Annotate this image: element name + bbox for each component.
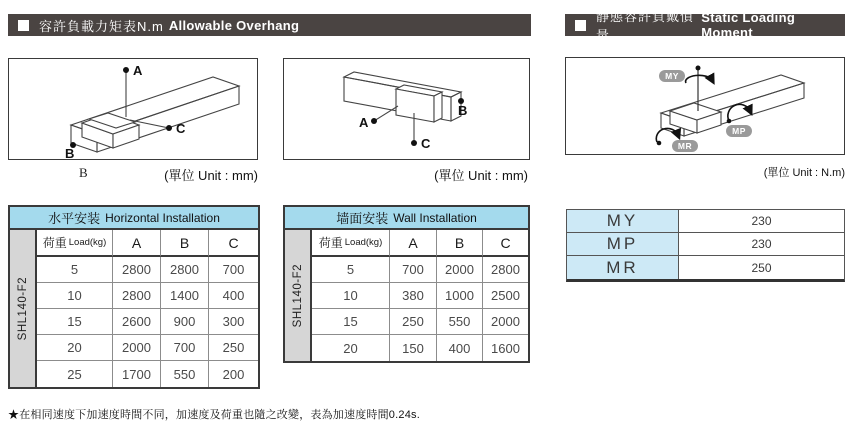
overhang-section-header: [8, 14, 531, 36]
table-row: [312, 257, 528, 283]
load-cell: 5: [312, 257, 390, 283]
b-cell: 2000: [437, 257, 483, 283]
table-row: [37, 257, 258, 283]
moment-unit-label: (單位 Unit : N.m): [763, 167, 845, 179]
model-label: SHL140-F2: [16, 276, 29, 341]
point-a-marker: [371, 118, 377, 124]
model-strip: [285, 230, 312, 361]
b-cell: 700: [161, 335, 209, 361]
c-cell: 200: [222, 366, 245, 382]
load-header-en: Load(kg): [344, 237, 383, 248]
b-cell: 900: [161, 309, 209, 335]
col-c-header: C: [209, 230, 258, 257]
my-axis-dot: [696, 66, 701, 71]
wall-installation-table: [283, 205, 530, 363]
model-label: SHL140-F2: [291, 263, 304, 328]
a-cell: 150: [390, 335, 437, 361]
table-row: [37, 335, 258, 361]
wall-title-zh: 墙面安装: [336, 211, 389, 226]
load-cell: 20: [37, 335, 113, 361]
horizontal-title-en: Horizontal Installation: [105, 210, 220, 225]
overhang-title-en: Allowable Overhang: [168, 17, 300, 33]
load-header-en: Load(kg): [68, 237, 107, 248]
c-cell: 2000: [483, 309, 528, 335]
my-badge-label: MY: [665, 71, 679, 81]
table-row: [37, 283, 258, 309]
load-cell: 10: [37, 283, 113, 309]
moment-diagram-box: [565, 57, 845, 155]
rail-side-diagram: [284, 59, 528, 158]
moment-section-header: [565, 9, 845, 43]
horizontal-table-title: [10, 207, 258, 230]
table-header-row: [37, 230, 258, 257]
a-cell: 2000: [113, 335, 161, 361]
a-cell: 2800: [113, 283, 161, 309]
table-row: [567, 210, 844, 233]
b-cell: 1000: [437, 283, 483, 309]
a-cell: 2600: [113, 309, 161, 335]
c-cell: 250: [209, 335, 258, 361]
table-row: [37, 309, 258, 335]
mr-axis-dot: [657, 141, 662, 146]
mr-label-cell: MR: [567, 256, 679, 279]
rail-iso-diagram: [9, 59, 256, 158]
mp-axis-dot: [727, 119, 732, 124]
table-header-row: [312, 230, 528, 257]
c-cell: 700: [209, 257, 258, 283]
load-cell: 15: [312, 309, 390, 335]
point-a-marker: [123, 67, 129, 73]
load-cell: 5: [37, 257, 113, 283]
col-b-header: B: [161, 230, 209, 257]
acceleration-footnote: ★在相同速度下加速度時間不同，加速度及荷重也隨之改變，表為加速度時間0.24s.: [8, 409, 420, 421]
point-b-label: B: [458, 103, 468, 118]
point-a-label: A: [359, 115, 369, 130]
c-cell: 2800: [483, 257, 528, 283]
b-cell: 550: [161, 361, 209, 387]
col-a-header: A: [113, 230, 161, 257]
table-row: [312, 309, 528, 335]
table-row: [312, 283, 528, 309]
point-c-label: C: [176, 121, 186, 136]
a-cell: 250: [390, 309, 437, 335]
b-cell: 1400: [161, 283, 209, 309]
col-a-header: A: [390, 230, 437, 257]
wall-table-title: [285, 207, 528, 230]
a-cell: 2800: [113, 257, 161, 283]
mr-badge-label: MR: [677, 141, 693, 151]
c-cell: 1600: [491, 340, 520, 356]
moment-title-zh: 靜態容許負戴慣量: [596, 9, 695, 43]
model-strip: [10, 230, 37, 387]
c-cell: 2500: [483, 283, 528, 309]
load-header-zh: 荷重: [318, 236, 343, 250]
mr-value-cell: 250: [751, 260, 772, 275]
b-cell: 550: [437, 309, 483, 335]
mp-badge-label: MP: [732, 126, 746, 136]
col-b-header: B: [437, 230, 483, 257]
table-row: [567, 233, 844, 256]
col-c-header: C: [483, 230, 528, 257]
table-row: [567, 256, 844, 279]
overhang-side-diagram-box: [283, 58, 530, 160]
my-label-cell: MY: [567, 210, 679, 232]
load-cell: 20: [312, 335, 390, 361]
point-b-label: B: [65, 146, 75, 158]
point-c-marker: [411, 140, 417, 146]
overhang-iso-diagram-box: [8, 58, 258, 160]
load-cell: 10: [312, 283, 390, 309]
load-header-zh: 荷重: [42, 236, 67, 250]
my-value-cell: 230: [751, 214, 772, 228]
point-c-marker: [166, 125, 172, 131]
point-a-label: A: [133, 63, 143, 78]
iso-unit-label: (單位 Unit : mm): [164, 168, 258, 183]
horizontal-title-zh: 水平安装: [48, 211, 101, 226]
overhang-title-zh: 容許負載力矩表N.m: [39, 18, 164, 34]
table-row: [37, 361, 258, 387]
point-a-leader-line: [374, 106, 398, 121]
wall-title-en: Wall Installation: [393, 210, 477, 225]
c-cell: 300: [209, 309, 258, 335]
load-header-cell: [312, 230, 390, 257]
my-rotation-arrow: [686, 75, 712, 83]
table-row: [312, 335, 528, 361]
carriage-end-face: [434, 92, 442, 122]
moment-diagram: [566, 58, 843, 153]
a-cell: 380: [390, 283, 437, 309]
b-cell: 400: [437, 335, 483, 361]
side-unit-label: (單位 Unit : mm): [434, 168, 528, 183]
load-cell: 15: [37, 309, 113, 335]
moment-title-en: Static Loading Moment: [701, 10, 796, 40]
load-cell: 25: [37, 361, 113, 387]
load-header-cell: [37, 230, 113, 257]
a-cell: 700: [390, 257, 437, 283]
a-cell: 1700: [113, 361, 161, 387]
stray-b-label: B: [79, 165, 88, 180]
mp-label-cell: MP: [567, 233, 679, 255]
horizontal-installation-table: [8, 205, 260, 389]
b-cell: 2800: [161, 257, 209, 283]
static-moment-table: [566, 209, 845, 282]
point-c-label: C: [421, 136, 431, 151]
c-cell: 400: [209, 283, 258, 309]
square-bullet-icon: [575, 20, 586, 31]
mp-value-cell: 230: [751, 237, 772, 251]
square-bullet-icon: [18, 20, 29, 31]
